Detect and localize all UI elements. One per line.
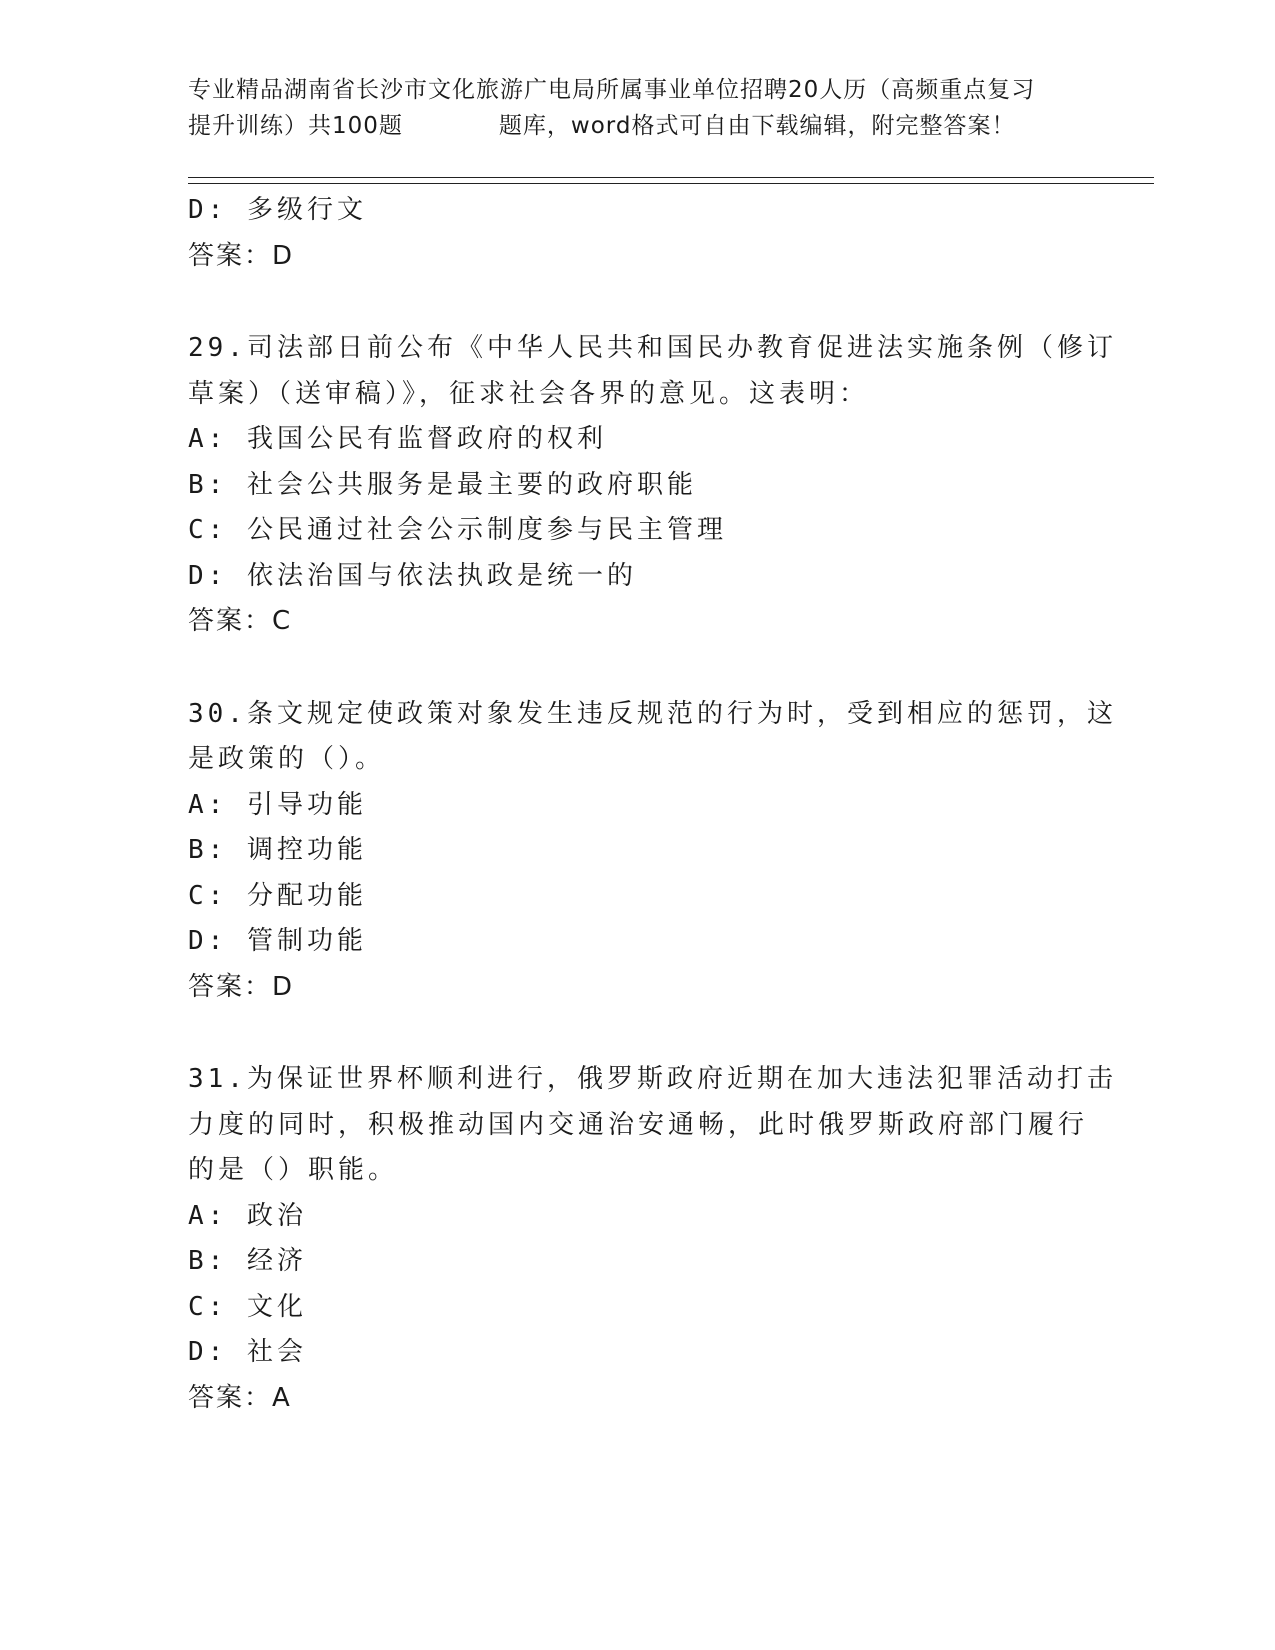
- question-31: [188, 1057, 1117, 1421]
- option-b: B: 经济: [188, 1246, 307, 1276]
- answer: 答案：C: [188, 606, 293, 636]
- question-text-line: 是政策的（）。: [188, 744, 386, 774]
- header-title-line2a: 提升训练）共100题: [188, 113, 403, 139]
- option-c: C: 文化: [188, 1291, 307, 1322]
- question-text-line: 31.为保证世界杯顺利进行，俄罗斯政府近期在加大违法犯罪活动打击: [188, 1064, 1117, 1094]
- option-b: B: 调控功能: [188, 835, 367, 865]
- option-d: D: 依法治国与依法执政是统一的: [188, 560, 637, 591]
- question-list: [188, 188, 1117, 1421]
- option-b: B: 社会公共服务是最主要的政府职能: [188, 469, 697, 500]
- answer: 答案：D: [188, 971, 295, 1002]
- option-c: C: 分配功能: [188, 880, 367, 911]
- option-a: A: 我国公民有监督政府的权利: [188, 424, 607, 454]
- question-text-line: 30.条文规定使政策对象发生违反规范的行为时，受到相应的惩罚，这: [188, 698, 1117, 729]
- question-29: [188, 326, 1117, 645]
- question-30: [188, 692, 1117, 1011]
- header-divider-top: [188, 177, 1154, 178]
- question-text-line: 的是（）职能。: [188, 1155, 399, 1185]
- header-divider-bottom: [188, 183, 1154, 184]
- option-a: A: 引导功能: [188, 789, 367, 820]
- option-c: C: 公民通过社会公示制度参与民主管理: [188, 515, 727, 545]
- answer: 答案：A: [188, 1382, 292, 1413]
- question-text-line: 力度的同时，积极推动国内交通治安通畅，此时俄罗斯政府部门履行: [188, 1109, 1089, 1140]
- option-d: D: 社会: [188, 1337, 307, 1367]
- option-d: D: 管制功能: [188, 926, 367, 956]
- header-title-line2b: 题库，word格式可自由下载编辑，附完整答案！: [498, 113, 1016, 139]
- header-title-line1: 专业精品湖南省长沙市文化旅游广电局所属事业单位招聘20人历（高频重点复习: [188, 77, 1036, 103]
- page-header: [188, 72, 1088, 144]
- option-a: A: 政治: [188, 1200, 307, 1231]
- question-text-line: 草案）（送审稿）》，征求社会各界的意见。这表明：: [188, 378, 870, 409]
- prev-answer: 答案：D: [188, 240, 295, 271]
- question-text-line: 29.司法部日前公布《中华人民共和国民办教育促进法实施条例（修订: [188, 333, 1117, 363]
- prev-option-d: D: 多级行文: [188, 195, 367, 225]
- header-title-line2: [188, 108, 1088, 144]
